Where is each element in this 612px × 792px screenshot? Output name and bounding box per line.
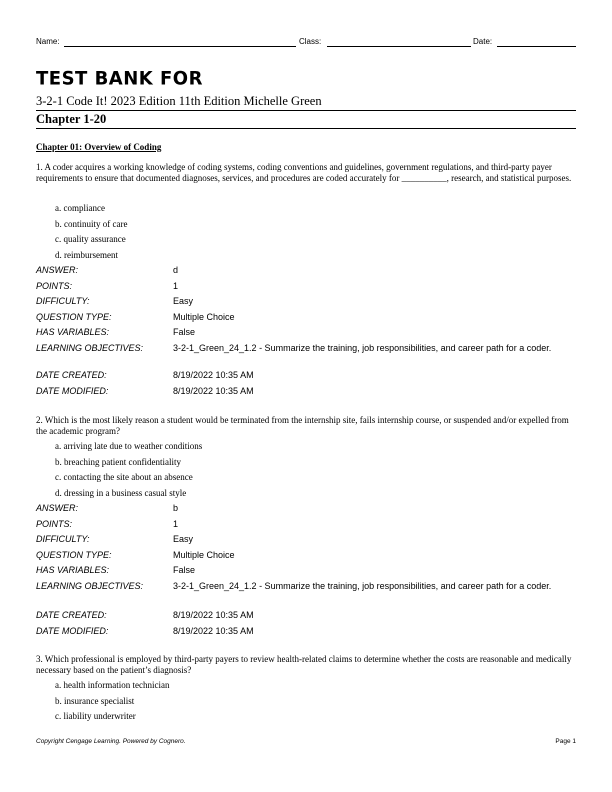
difficulty-value: Easy (173, 296, 194, 306)
date-modified-label: DATE MODIFIED: (36, 626, 109, 636)
class-field-line (327, 46, 471, 47)
name-field-line (64, 46, 296, 47)
name-label: Name: (36, 37, 60, 46)
doc-title: TEST BANK FOR (36, 67, 203, 90)
answer-option: a. health information technician (55, 680, 170, 690)
title-divider (36, 110, 576, 111)
doc-subtitle: 3-2-1 Code It! 2023 Edition 11th Edition Michelle Green (36, 94, 322, 108)
student-info-header (36, 37, 576, 49)
answer-option: c. liability underwriter (55, 711, 136, 721)
has-variables-label: HAS VARIABLES: (36, 565, 110, 575)
answer-option: c. quality assurance (55, 234, 126, 244)
answer-option: a. arriving late due to weather conditions (55, 441, 203, 451)
difficulty-label: DIFFICULTY: (36, 534, 90, 544)
date-created-value: 8/19/2022 10:35 AM (173, 610, 254, 620)
has-variables-value: False (173, 327, 196, 337)
difficulty-value: Easy (173, 534, 194, 544)
answer-option: d. reimbursement (55, 250, 118, 260)
question-text: 2. Which is the most likely reason a student would be terminated from the internship site, fails internship course, or suspended and/or expelled from the academic program? (36, 415, 569, 436)
answer-option: a. compliance (55, 203, 105, 213)
answer-option: c. contacting the site about an absence (55, 472, 193, 482)
question-type-value: Multiple Choice (173, 312, 235, 322)
question-text: 1. A coder acquires a working knowledge of coding systems, coding conventions and guidelines, government regulations, and third-party payer requirements to ensure that documented diagnoses, services, and procedures are coded accurately for __________, research, and statistical purposes. (36, 162, 572, 183)
answer-label: ANSWER: (36, 503, 79, 513)
learning-objectives-value: 3-2-1_Green_24_1.2 - Summarize the training, job responsibilities, and career path for a coder. (173, 581, 552, 591)
learning-objectives-value: 3-2-1_Green_24_1.2 - Summarize the training, job responsibilities, and career path for a coder. (173, 343, 552, 353)
learning-objectives-label: LEARNING OBJECTIVES: (36, 581, 144, 591)
question-type-label: QUESTION TYPE: (36, 550, 112, 560)
points-value: 1 (173, 519, 179, 529)
date-modified-value: 8/19/2022 10:35 AM (173, 626, 254, 636)
date-label: Date: (473, 37, 493, 46)
chapter-heading: Chapter 1-20 (36, 112, 107, 126)
section-heading: Chapter 01: Overview of Coding (36, 142, 162, 152)
question-text: 3. Which professional is employed by third-party payers to review health-related claims to determine whether the costs are reasonable and medically necessary based on the patient’s diagnosis? (36, 654, 572, 675)
answer-option: b. continuity of care (55, 219, 128, 229)
learning-objectives-label: LEARNING OBJECTIVES: (36, 343, 144, 353)
date-created-value: 8/19/2022 10:35 AM (173, 370, 254, 380)
points-label: POINTS: (36, 281, 73, 291)
question-type-label: QUESTION TYPE: (36, 312, 112, 322)
date-modified-label: DATE MODIFIED: (36, 386, 109, 396)
answer-label: ANSWER: (36, 265, 79, 275)
page-number: Page 1 (555, 738, 576, 745)
has-variables-value: False (173, 565, 196, 575)
date-created-label: DATE CREATED: (36, 610, 107, 620)
points-label: POINTS: (36, 519, 73, 529)
answer-option: b. insurance specialist (55, 696, 135, 706)
answer-value: b (173, 503, 179, 513)
class-label: Class: (299, 37, 322, 46)
copyright-footer: Copyright Cengage Learning. Powered by Cognero. (36, 738, 186, 745)
date-created-label: DATE CREATED: (36, 370, 107, 380)
has-variables-label: HAS VARIABLES: (36, 327, 110, 337)
difficulty-label: DIFFICULTY: (36, 296, 90, 306)
date-field-line (497, 46, 576, 47)
answer-option: d. dressing in a business casual style (55, 488, 187, 498)
answer-option: b. breaching patient confidentiality (55, 457, 181, 467)
question-type-value: Multiple Choice (173, 550, 235, 560)
date-modified-value: 8/19/2022 10:35 AM (173, 386, 254, 396)
points-value: 1 (173, 281, 179, 291)
chapter-divider (36, 128, 576, 129)
answer-value: d (173, 265, 179, 275)
